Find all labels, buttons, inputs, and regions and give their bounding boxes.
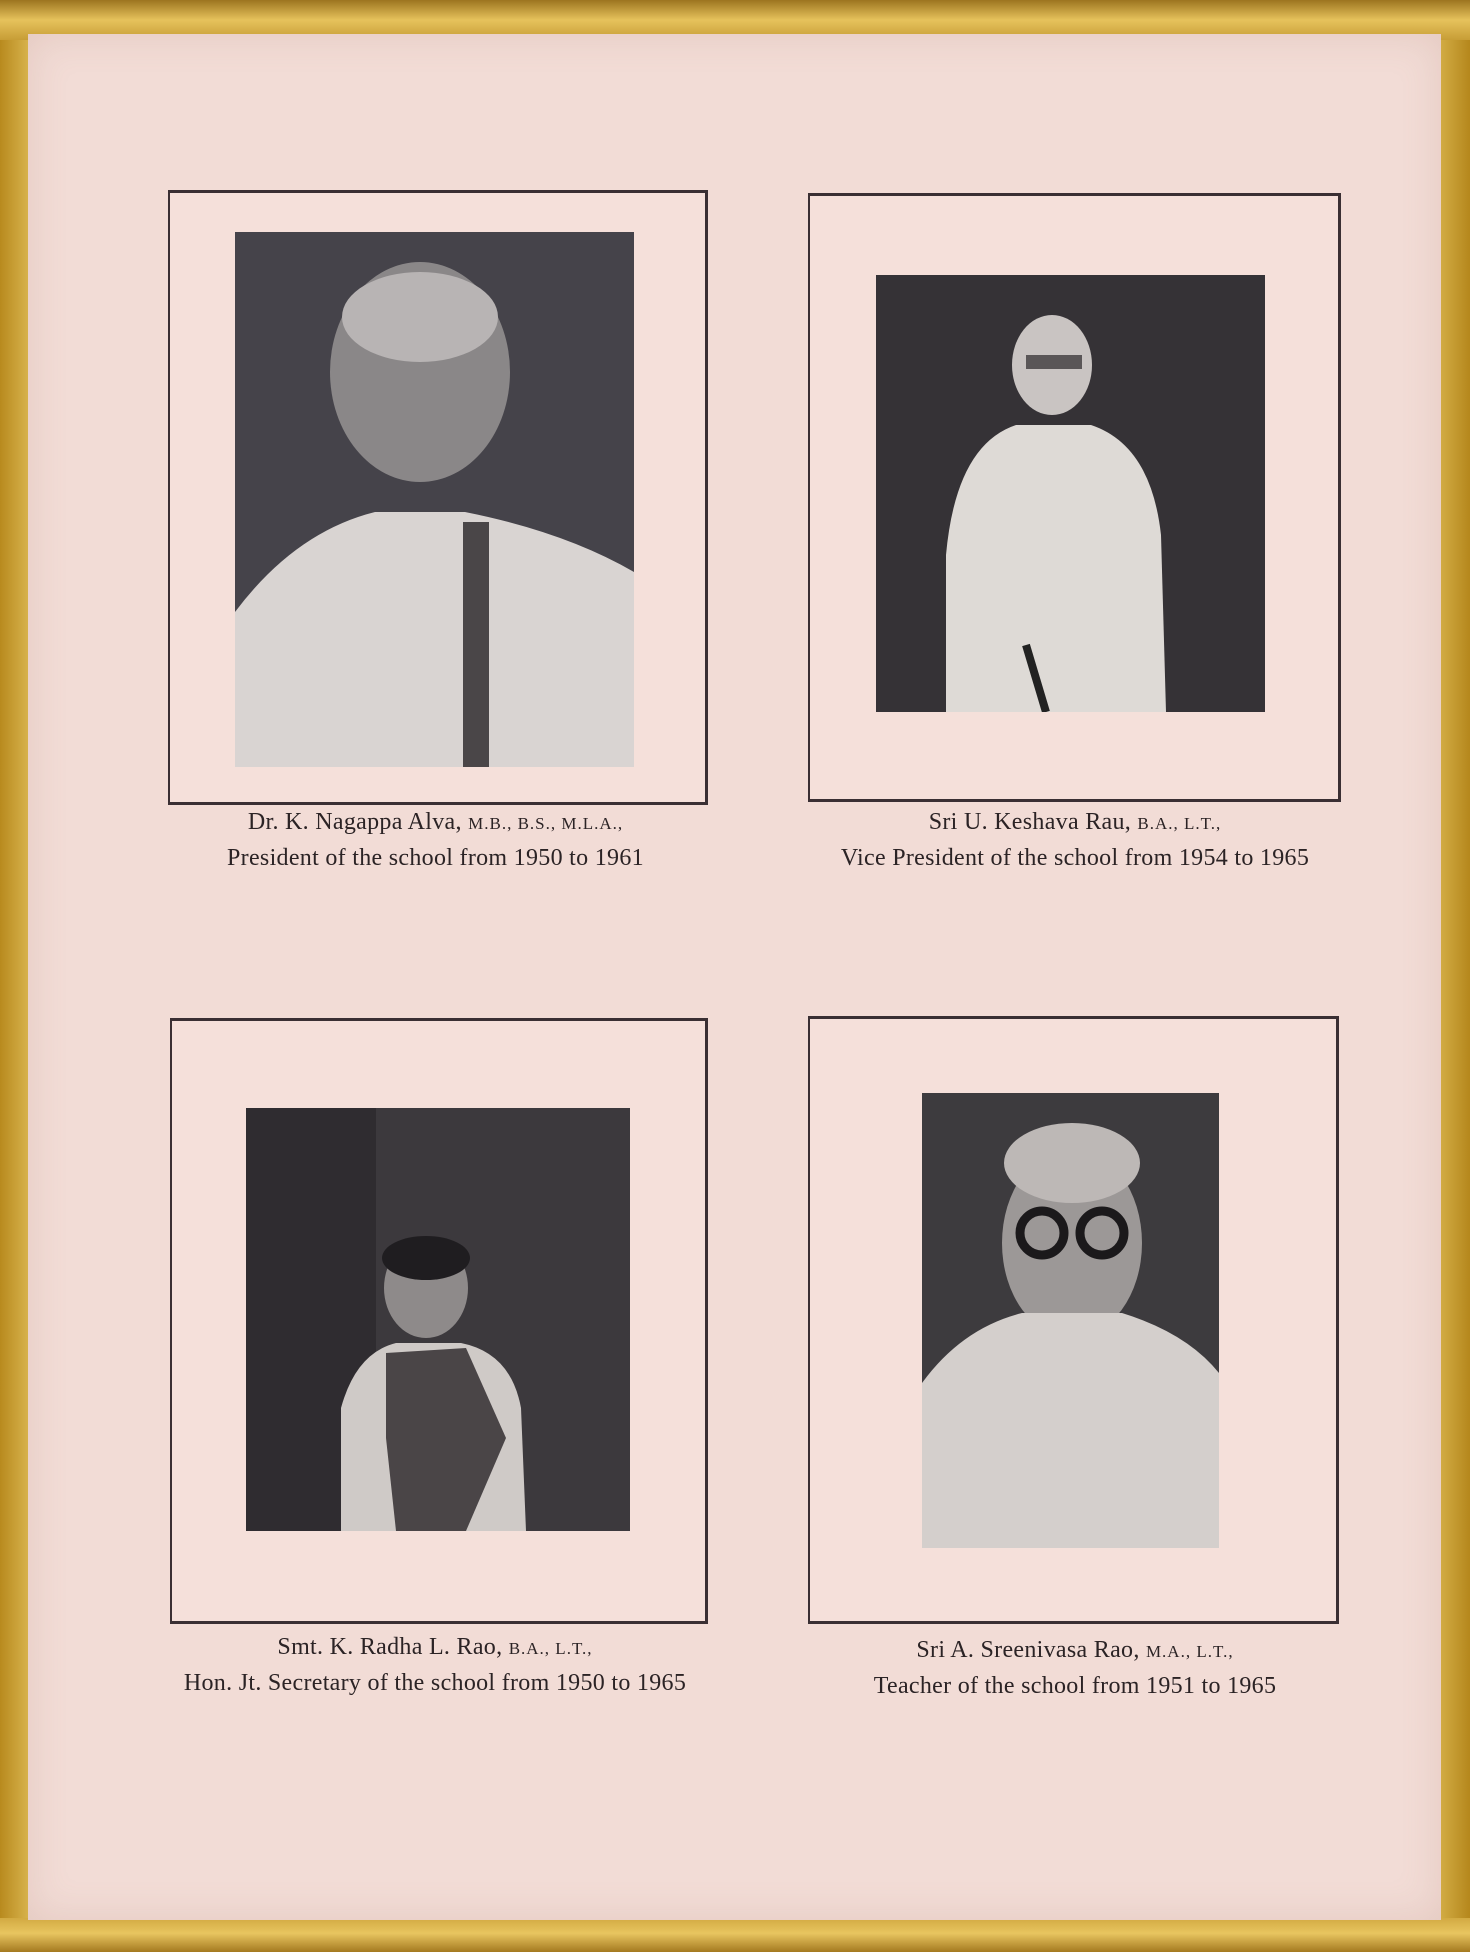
person-name-1: Dr. K. Nagappa Alva, M.B., B.S., M.L.A., (247, 809, 624, 835)
portrait-photo-3 (246, 1108, 630, 1531)
portrait-photo-4 (922, 1093, 1219, 1548)
portrait-caption-4 (790, 1633, 1360, 1703)
person-name-4: Sri A. Sreenivasa Rao, M.A., L.T., (916, 1637, 1234, 1663)
person-role-2: Vice President of the school from 1954 to 1965 (840, 845, 1310, 871)
person-name-2: Sri U. Keshava Rau, B.A., L.T., (928, 809, 1222, 835)
portrait-caption-2 (790, 805, 1360, 875)
person-role-3: Hon. Jt. Secretary of the school from 1950 to 1965 (183, 1670, 687, 1696)
portrait-photo-2 (876, 275, 1265, 712)
person-role-1: President of the school from 1950 to 1961 (227, 845, 644, 871)
person-role-4: Teacher of the school from 1951 to 1965 (873, 1673, 1277, 1699)
portrait-caption-1 (168, 805, 703, 875)
portrait-caption-3 (120, 1630, 750, 1700)
person-name-3: Smt. K. Radha L. Rao, B.A., L.T., (277, 1634, 593, 1660)
portrait-photo-1 (235, 232, 634, 767)
